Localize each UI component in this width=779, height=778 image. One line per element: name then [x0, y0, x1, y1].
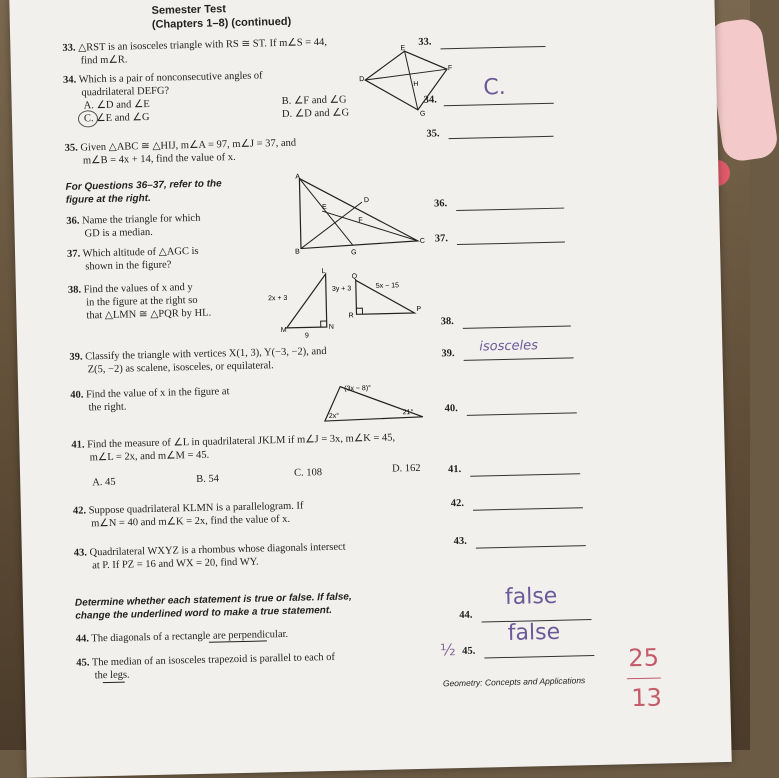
answer-line-40[interactable] — [467, 412, 577, 415]
answer-line-35[interactable] — [449, 136, 554, 139]
label-A: A — [295, 173, 301, 181]
answer-number-41: 41. — [447, 463, 462, 476]
question-42: 42. Suppose quadrilateral KLMN is a parallelogram. If m∠N = 40 and m∠K = 2x, find the value of x. — [72, 500, 304, 530]
label-2x: 2x° — [328, 412, 340, 420]
question-43: 43. Quadrilateral WXYZ is a rhombus whose diagonals intersect at P. If PZ = 16 and WX = 20, find WY. — [73, 541, 346, 572]
label-21: 21° — [402, 409, 414, 417]
answer-number-38: 38. — [440, 316, 454, 328]
label-5x-minus-15: 5x − 15 — [375, 282, 400, 290]
label-D: D — [363, 196, 370, 205]
underline-legs — [103, 682, 125, 683]
label-M: M — [280, 326, 287, 335]
underline-rectangle — [209, 640, 267, 642]
choice-41-c[interactable]: C. 108 — [293, 467, 323, 479]
label-3x-minus-8: (3x − 8)° — [344, 384, 372, 393]
choice-41-a[interactable]: A. 45 — [92, 476, 116, 489]
question-45: 45. The median of an isosceles trapezoid is parallel to each of the legs. — [76, 651, 336, 682]
label-N: N — [328, 323, 334, 331]
label-E: E — [321, 203, 327, 212]
label-G: G — [419, 110, 426, 118]
choice-34-c[interactable]: C. ∠E and ∠G — [83, 111, 150, 125]
score-numerator: 25 — [628, 643, 660, 673]
label-F: F — [447, 65, 453, 73]
instruction-44-45: Determine whether each statement is true or false. If false, change the underlined word to make a true statement. — [74, 591, 352, 622]
answer-line-43[interactable] — [476, 545, 586, 548]
answer-line-45[interactable] — [484, 655, 594, 658]
answer-number-43: 43. — [453, 535, 467, 548]
handwritten-answer-45: false — [507, 619, 561, 646]
answer-line-38[interactable] — [463, 325, 571, 328]
answer-line-34[interactable] — [444, 103, 554, 106]
label-9: 9 — [304, 332, 309, 340]
figure-33-quadrilateral — [358, 45, 453, 118]
answer-number-45: 45. — [462, 645, 476, 657]
label-B: B — [295, 248, 300, 256]
answer-line-33[interactable] — [440, 46, 545, 49]
question-39: 39. Classify the triangle with vertices X(1, 3), Y(−3, −2), and Z(5, −2) as scalene, isosceles, or equilateral. — [69, 345, 327, 376]
answer-number-44: 44. — [459, 609, 473, 622]
label-H: H — [413, 80, 419, 88]
figure-40-triangle — [318, 379, 429, 426]
header-subtitle: (Chapters 1–8) (continued) — [151, 15, 292, 31]
answer-line-41[interactable] — [470, 473, 580, 476]
choice-41-d[interactable]: D. 162 — [391, 462, 421, 475]
answer-number-42: 42. — [450, 497, 465, 510]
worksheet-page — [9, 0, 732, 778]
answer-line-37[interactable] — [457, 242, 565, 245]
question-44: 44. The diagonals of a rectangle are perpendicular. — [75, 628, 289, 645]
question-36: 36. Name the triangle for which GD is a median. — [66, 212, 201, 240]
label-Q: Q — [351, 273, 358, 281]
label-2x-plus-3: 2x + 3 — [268, 294, 288, 303]
instruction-36-37: For Questions 36–37, refer to the figure at the right. — [65, 178, 222, 206]
answer-number-39: 39. — [441, 348, 455, 360]
footer-book-title: Geometry: Concepts and Applications — [442, 675, 586, 689]
label-F: F — [358, 217, 363, 225]
label-3y-plus-3: 3y + 3 — [331, 285, 352, 293]
question-35: 35. Given △ABC ≅ △HIJ, m∠A = 97, m∠J = 37, and m∠B = 4x + 14, find the value of x. — [64, 137, 297, 167]
answer-number-35: 35. — [426, 128, 440, 140]
label-D: D — [359, 76, 365, 84]
choice-41-b[interactable]: B. 54 — [196, 473, 220, 485]
handwritten-half-mark: ½ — [439, 640, 456, 660]
question-40: 40. Find the value of x in the figure at the right. — [70, 386, 230, 414]
handwritten-answer-44: false — [504, 583, 558, 611]
choice-34-b[interactable]: B. ∠F and ∠G — [281, 94, 347, 107]
score-fraction-bar — [627, 677, 661, 679]
question-41: 41. Find the measure of ∠L in quadrilateral JKLM if m∠J = 3x, m∠K = 45, m∠L = 2x, and m∠M = 45. — [71, 432, 396, 464]
figure-36-triangle — [281, 171, 428, 259]
answer-number-40: 40. — [444, 403, 458, 415]
label-E: E — [400, 45, 406, 53]
answer-line-39[interactable] — [464, 357, 574, 360]
choice-34-d[interactable]: D. ∠D and ∠G — [281, 107, 350, 120]
question-38: 38. Find the values of x and y in the figure at the right so that △LMN ≅ △PQR by HL. — [67, 282, 212, 322]
answer-number-34: 34. — [423, 94, 437, 106]
choice-34-a[interactable]: A. ∠D and ∠E — [83, 98, 150, 112]
label-P: P — [416, 305, 422, 313]
circled-choice-mark — [78, 110, 98, 127]
handwritten-answer-39: isosceles — [479, 338, 539, 355]
score-denominator: 13 — [630, 683, 663, 713]
label-L: L — [321, 267, 326, 276]
answer-line-42[interactable] — [473, 507, 583, 510]
header-title: Semester Test — [151, 3, 227, 17]
answer-number-36: 36. — [433, 198, 448, 210]
label-G: G — [351, 249, 357, 257]
answer-number-33: 33. — [418, 36, 432, 48]
answer-number-37: 37. — [434, 233, 449, 245]
question-34: 34. Which is a pair of nonconsecutive angles of quadrilateral DEFG? — [62, 70, 263, 99]
label-C: C — [419, 237, 426, 245]
handwritten-answer-34: C. — [483, 74, 507, 101]
answer-line-36[interactable] — [456, 208, 564, 211]
question-33: 33. △RST is an isosceles triangle with RS ≅ ST. If m∠S = 44, find m∠R. — [62, 36, 328, 67]
question-37: 37. Which altitude of △AGC is shown in the figure? — [66, 245, 199, 273]
label-R: R — [348, 312, 354, 320]
figure-38-triangles — [263, 267, 425, 341]
